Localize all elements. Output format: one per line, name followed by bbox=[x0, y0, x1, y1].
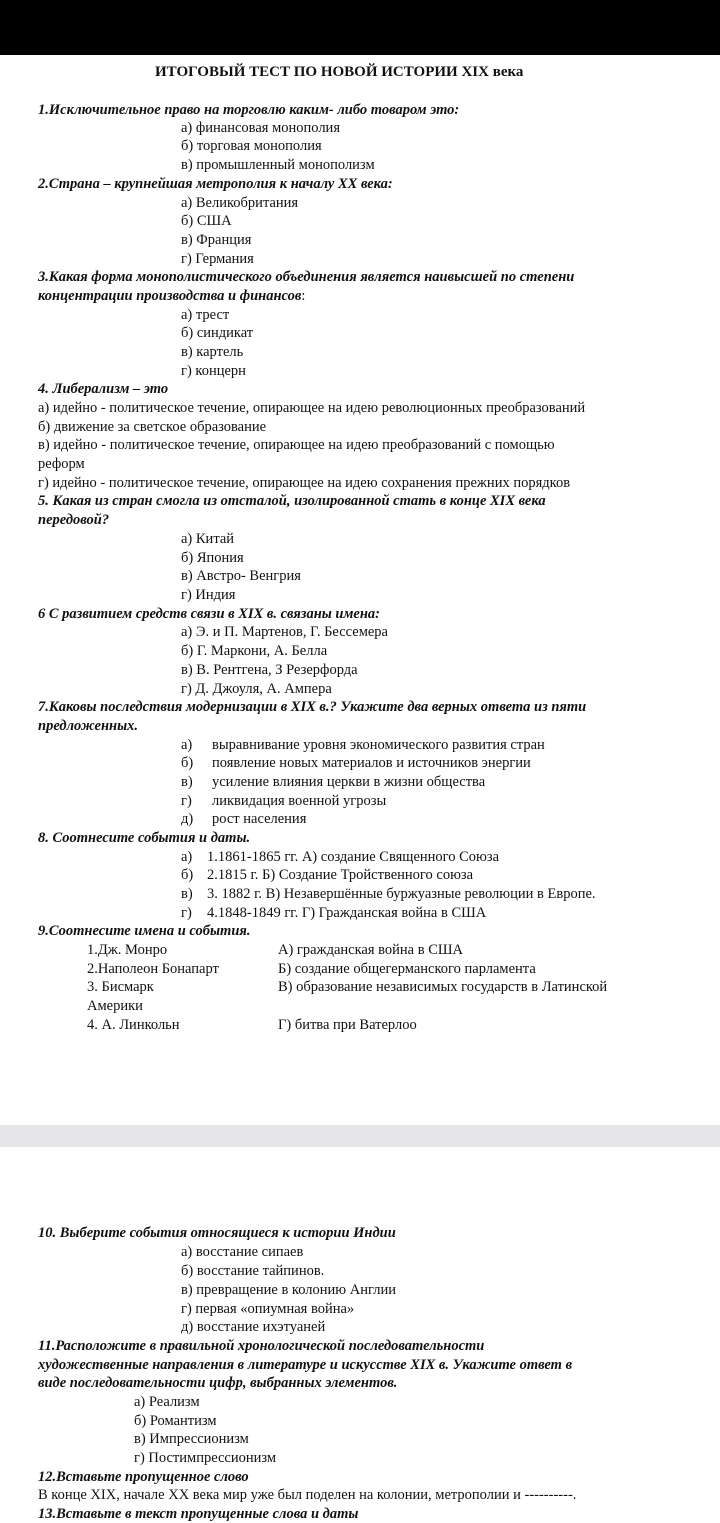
q4-line-d: г) идейно - политическое течение, опирающее на идею сохранения прежних порядков bbox=[38, 475, 571, 491]
page-title bbox=[155, 63, 523, 81]
q8-letter-a: а) bbox=[181, 849, 193, 865]
q5-option-c: в) Австро- Венгрия bbox=[181, 568, 301, 584]
question-1: 1.Исключительное право на торговлю каким- либо товаром это: bbox=[38, 102, 460, 118]
question-3-line-1: 3.Какая форма монополистического объединения является наивысшей по степени bbox=[38, 269, 575, 285]
question-5-line-2: передовой? bbox=[38, 512, 110, 528]
question-4: 4. Либерализм – это bbox=[38, 381, 169, 397]
q9-event-d: Г) битва при Ватерлоо bbox=[278, 1017, 417, 1033]
q7-option-b: появление новых материалов и источников энергии bbox=[212, 755, 531, 771]
question-11-line-1: 11.Расположите в правильной хронологической последовательности bbox=[38, 1338, 485, 1354]
q1-option-a: а) финансовая монополия bbox=[181, 120, 340, 136]
q11-option-c: в) Импрессионизм bbox=[134, 1431, 249, 1447]
q12-text: В конце XIX, начале XX века мир уже был поделен на колонии, метрополии и ----------. bbox=[38, 1487, 577, 1503]
q6-option-b: б) Г. Маркони, А. Белла bbox=[181, 643, 328, 659]
q8-letter-c: в) bbox=[181, 886, 193, 902]
q5-option-b: б) Япония bbox=[181, 550, 244, 566]
q5-option-d: г) Индия bbox=[181, 587, 236, 603]
q4-line-c-cont: реформ bbox=[38, 456, 85, 472]
q7-letter-e: д) bbox=[181, 811, 194, 827]
q8-letter-b: б) bbox=[181, 867, 194, 883]
question-2: 2.Страна – крупнейшая метрополия к началу XX века: bbox=[38, 176, 393, 192]
question-7-line-1: 7.Каковы последствия модернизации в XIX в.? Укажите два верных ответа из пяти bbox=[38, 699, 587, 715]
question-13: 13.Вставьте в текст пропущенные слова и даты bbox=[38, 1506, 359, 1522]
q6-option-c: в) В. Рентгена, З Резерфорда bbox=[181, 662, 358, 678]
q9-event-a: А) гражданская война в США bbox=[278, 942, 463, 958]
q11-option-b: б) Романтизм bbox=[134, 1413, 217, 1429]
q2-option-a: а) Великобритания bbox=[181, 195, 299, 211]
q3-option-c: в) картель bbox=[181, 344, 244, 360]
q3-option-d: г) концерн bbox=[181, 363, 246, 379]
question-7-line-2: предложенных. bbox=[38, 718, 138, 734]
q6-option-d: г) Д. Джоуля, А. Ампера bbox=[181, 681, 332, 697]
page-separator bbox=[0, 1125, 720, 1147]
q8-option-d: 4.1848-1849 гг. Г) Гражданская война в США bbox=[207, 905, 487, 921]
q10-option-a: а) восстание сипаев bbox=[181, 1244, 304, 1260]
q2-option-d: г) Германия bbox=[181, 251, 254, 267]
question-10: 10. Выберите события относящиеся к истории Индии bbox=[38, 1225, 396, 1241]
q1-option-b: б) торговая монополия bbox=[181, 138, 322, 154]
q7-option-e: рост населения bbox=[212, 811, 307, 827]
q7-option-c: усиление влияния церкви в жизни общества bbox=[212, 774, 486, 790]
q8-letter-d: г) bbox=[181, 905, 192, 921]
q6-option-a: а) Э. и П. Мартенов, Г. Бессемера bbox=[181, 624, 388, 640]
q9-name-1: 1.Дж. Монро bbox=[87, 942, 168, 958]
q9-event-c: В) образование независимых государств в Латинской bbox=[278, 979, 608, 995]
q10-option-d: г) первая «опиумная война» bbox=[181, 1301, 355, 1317]
q2-option-c: в) Франция bbox=[181, 232, 252, 248]
q11-option-d: г) Постимпрессионизм bbox=[134, 1450, 277, 1466]
question-9: 9.Соотнесите имена и события. bbox=[38, 923, 251, 939]
q4-line-c: в) идейно - политическое течение, опирающее на идею преобразований с помощью bbox=[38, 437, 555, 453]
q9-name-2: 2.Наполеон Бонапарт bbox=[87, 961, 219, 977]
q7-letter-c: в) bbox=[181, 774, 193, 790]
q10-option-e: д) восстание ихэтуаней bbox=[181, 1319, 326, 1335]
q3-option-b: б) синдикат bbox=[181, 325, 254, 341]
q7-letter-a: а) bbox=[181, 737, 193, 753]
q3-colon: : bbox=[301, 288, 306, 304]
q3-line-2-text: концентрации производства и финансов bbox=[38, 288, 302, 304]
question-5-line-1: 5. Какая из стран смогла из отсталой, изолированной стать в конце XIX века bbox=[38, 493, 546, 509]
question-11-line-3: виде последовательности цифр, выбранных элементов. bbox=[38, 1375, 398, 1391]
q9-event-b: Б) создание общегерманского парламента bbox=[278, 961, 536, 977]
page-title-text: ИТОГОВЫЙ ТЕСТ ПО НОВОЙ ИСТОРИИ XIX века bbox=[155, 64, 524, 80]
q10-option-c: в) превращение в колонию Англии bbox=[181, 1282, 396, 1298]
q7-letter-d: г) bbox=[181, 793, 192, 809]
q7-option-d: ликвидация военной угрозы bbox=[212, 793, 387, 809]
q7-letter-b: б) bbox=[181, 755, 194, 771]
q7-option-a: выравнивание уровня экономического развития стран bbox=[212, 737, 545, 753]
status-bar bbox=[0, 0, 720, 55]
question-12: 12.Вставьте пропущенное слово bbox=[38, 1469, 249, 1485]
q8-option-a: 1.1861-1865 гг. А) создание Священного Союза bbox=[207, 849, 500, 865]
q8-option-c: 3. 1882 г. В) Незавершённые буржуазные революции в Европе. bbox=[207, 886, 596, 902]
question-6: 6 С развитием средств связи в XIX в. связаны имена: bbox=[38, 606, 380, 622]
q9-name-4: 4. А. Линкольн bbox=[87, 1017, 180, 1033]
q3-option-a: а) трест bbox=[181, 307, 230, 323]
q5-option-a: а) Китай bbox=[181, 531, 235, 547]
q2-option-b: б) США bbox=[181, 213, 232, 229]
q1-option-c: в) промышленный монополизм bbox=[181, 157, 375, 173]
question-11-line-2: художественные направления в литературе и искусстве XIX в. Укажите ответ в bbox=[38, 1357, 573, 1373]
q9-wrap-text: Америки bbox=[87, 998, 143, 1014]
q8-option-b: 2.1815 г. Б) Создание Тройственного союза bbox=[207, 867, 474, 883]
question-8: 8. Соотнесите события и даты. bbox=[38, 830, 251, 846]
question-3-line-2 bbox=[38, 287, 305, 305]
q11-option-a: а) Реализм bbox=[134, 1394, 200, 1410]
q4-line-b: б) движение за светское образование bbox=[38, 419, 267, 435]
q4-line-a: а) идейно - политическое течение, опирающее на идею революционных преобразований bbox=[38, 400, 586, 416]
q10-option-b: б) восстание тайпинов. bbox=[181, 1263, 325, 1279]
q9-name-3: 3. Бисмарк bbox=[87, 979, 154, 995]
